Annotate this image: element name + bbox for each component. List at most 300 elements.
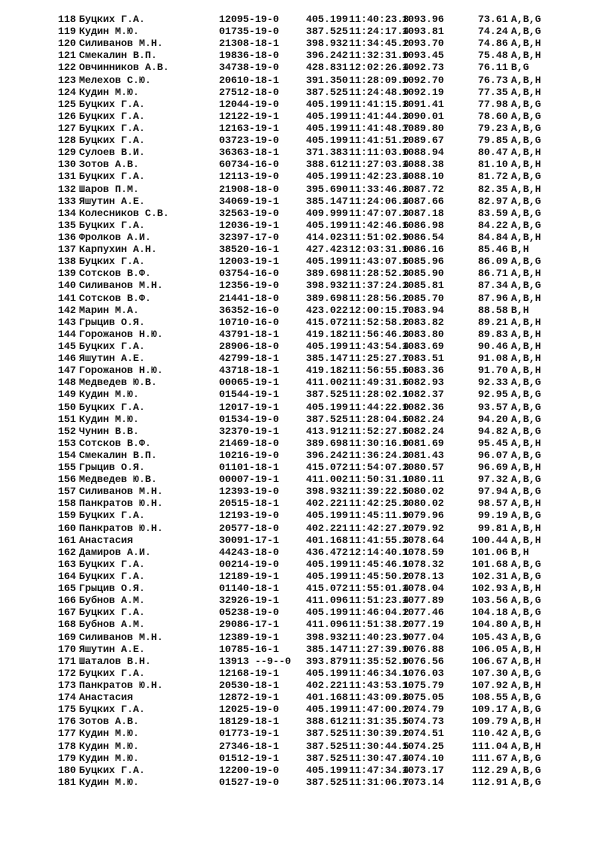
place-number: 159 [57,511,76,523]
coefficient: 105.43 [471,632,508,644]
participant-name: Грыцив О.Я. [79,584,146,596]
place-number: 151 [57,414,76,426]
place-number: 155 [57,463,76,475]
table-row [0,366,600,378]
arrival-time: 11:41:55.3 [349,535,410,547]
ring-id: 12095-19-0 [219,15,280,26]
distance: 402.221 [306,523,349,535]
participant-name: Яшутин А.Е. [79,354,146,366]
arrival-time: 11:34:45.2 [349,39,410,51]
distance: 385.147 [306,354,349,366]
group-codes: A,B,G [511,257,542,269]
coefficient: 96.07 [477,450,508,462]
place-number: 127 [57,123,76,135]
ring-id: 12025-19-0 [219,705,280,717]
table-row [0,596,600,608]
group-codes: A,B,G [511,753,542,765]
ring-id: 32370-19-1 [219,426,280,438]
place-number: 138 [57,257,76,269]
distance: 414.023 [306,232,349,244]
arrival-time: 12:00:15.7 [349,305,410,317]
place-number: 124 [57,87,76,99]
place-number: 126 [57,111,76,123]
coefficient: 97.94 [477,487,508,499]
distance: 409.999 [306,208,349,220]
table-row [0,427,600,439]
ring-id: 36363-18-1 [219,148,280,160]
coefficient: 98.57 [477,499,508,511]
table-row [0,439,600,451]
distance: 405.199 [306,257,349,269]
place-number: 121 [57,51,76,63]
group-codes: A,B,H [511,535,542,547]
ring-id: 10216-19-0 [219,450,280,462]
arrival-time: 11:28:04.6 [349,414,410,426]
arrival-time: 11:41:48.7 [349,123,410,135]
place-number: 152 [57,426,76,438]
coefficient: 81.72 [477,172,508,184]
speed: 1089.67 [402,136,445,148]
group-codes: A,B,G [511,27,542,39]
ring-id: 44243-18-0 [219,547,280,559]
distance: 387.525 [306,87,349,99]
ring-id: 38520-16-1 [219,245,280,257]
speed: 1079.96 [402,511,445,523]
table-row [0,729,600,741]
distance: 413.912 [306,426,349,438]
coefficient: 95.45 [477,438,508,450]
speed: 1080.11 [402,475,445,487]
ring-id: 00007-19-1 [219,475,280,487]
participant-name: Грыцив О.Я. [79,317,146,329]
place-number: 130 [57,160,76,172]
place-number: 161 [57,535,76,547]
place-number: 180 [57,765,76,777]
distance: 411.002 [306,378,349,390]
participant-name: Колесников С.В. [79,208,170,220]
participant-name: Грыцив О.Я. [79,463,146,475]
ring-id: 12872-19-1 [219,693,280,705]
distance: 387.525 [306,390,349,402]
group-codes: B,H [511,547,530,559]
participant-name: Панкратов Ю.Н. [79,499,164,511]
ring-id: 29086-17-1 [219,620,280,632]
coefficient: 74.86 [477,39,508,51]
place-number: 143 [57,317,76,329]
place-number: 173 [57,681,76,693]
arrival-time: 12:03:31.0 [349,245,410,257]
arrival-time: 11:43:09.8 [349,693,410,705]
coefficient: 102.31 [471,572,508,584]
group-codes: A,B,H [511,717,542,729]
table-row [0,51,600,63]
speed: 1076.03 [402,668,445,680]
speed: 1082.37 [402,390,445,402]
distance: 388.612 [306,717,349,729]
group-codes: A,B,G [511,511,542,523]
speed: 1086.98 [402,220,445,232]
place-number: 164 [57,572,76,584]
ring-id: 03754-16-0 [219,269,280,281]
speed: 1078.04 [402,584,445,596]
coefficient: 84.84 [477,232,508,244]
participant-name: Буцких Г.А. [79,608,146,620]
group-codes: A,B,H [511,620,542,632]
participant-name: Буцких Г.А. [79,559,146,571]
table-row [0,390,600,402]
speed: 1080.02 [402,499,445,511]
speed: 1083.36 [402,366,445,378]
speed: 1074.79 [402,705,445,717]
speed: 1077.04 [402,632,445,644]
participant-name: Буцких Г.А. [79,220,146,232]
arrival-time: 11:52:27.6 [349,426,410,438]
distance: 402.221 [306,499,349,511]
place-number: 174 [57,693,76,705]
coefficient: 106.67 [471,656,508,668]
distance: 391.350 [306,75,349,87]
participant-name: Овчинников А.В. [79,63,170,75]
arrival-time: 11:43:07.6 [349,257,410,269]
group-codes: A,B,G [511,765,542,777]
distance: 405.199 [306,220,349,232]
participant-name: Кудин М.Ю. [79,414,140,426]
group-codes: A,B,H [511,148,542,160]
ring-id: 42799-18-1 [219,354,280,366]
distance: 396.242 [306,51,349,63]
participant-name: Карпухин А.Н. [79,245,158,257]
coefficient: 112.29 [471,765,508,777]
coefficient: 76.73 [477,75,508,87]
table-row [0,306,600,318]
arrival-time: 11:51:38.2 [349,620,410,632]
participant-name: Буцких Г.А. [79,111,146,123]
table-row [0,499,600,511]
group-codes: A,B,G [511,378,542,390]
table-row [0,27,600,39]
group-codes: A,B,G [511,111,542,123]
distance: 398.932 [306,281,349,293]
arrival-time: 11:45:50.2 [349,572,410,584]
place-number: 157 [57,487,76,499]
participant-name: Дамиров А.И. [79,547,152,559]
table-row [0,124,600,136]
group-codes: A,B,G [511,99,542,111]
speed: 1083.51 [402,354,445,366]
arrival-time: 11:24:17.4 [349,27,410,39]
ring-id: 01512-19-1 [219,753,280,765]
distance: 405.199 [306,341,349,353]
distance: 387.525 [306,741,349,753]
distance: 405.199 [306,511,349,523]
group-codes: B,G [511,63,530,75]
place-number: 133 [57,196,76,208]
speed: 1081.69 [402,438,445,450]
coefficient: 111.04 [471,741,508,753]
distance: 398.932 [306,487,349,499]
participant-name: Панкратов Ю.Н. [79,523,164,535]
table-row [0,717,600,729]
speed: 1093.81 [402,27,445,39]
arrival-time: 11:46:34.1 [349,668,410,680]
distance: 415.072 [306,317,349,329]
ring-id: 00214-19-0 [219,559,280,571]
ring-id: 12168-19-1 [219,668,280,680]
group-codes: A,B,H [511,644,542,656]
participant-name: Буцких Г.А. [79,15,146,26]
ring-id: 20515-18-1 [219,499,280,511]
table-row [0,63,600,75]
participant-name: Медведев Ю.В. [79,378,158,390]
distance: 389.698 [306,438,349,450]
group-codes: A,B,G [511,596,542,608]
ring-id: 32397-17-0 [219,232,280,244]
group-codes: A,B,H [511,741,542,753]
participant-name: Буцких Г.А. [79,511,146,523]
distance: 387.525 [306,753,349,765]
speed: 1075.05 [402,693,445,705]
arrival-time: 11:42:27.2 [349,523,410,535]
distance: 411.096 [306,596,349,608]
coefficient: 78.60 [477,111,508,123]
ring-id: 36352-16-0 [219,305,280,317]
group-codes: A,B,H [511,463,542,475]
ring-id: 01735-19-0 [219,27,280,39]
place-number: 170 [57,644,76,656]
table-row [0,584,600,596]
group-codes: A,B,H [511,184,542,196]
group-codes: A,B,H [511,160,542,172]
ring-id: 01527-19-0 [219,777,280,789]
place-number: 140 [57,281,76,293]
participant-name: Буцких Г.А. [79,572,146,584]
coefficient: 87.96 [477,293,508,305]
participant-name: Горожанов Н.Ю. [79,366,164,378]
distance: 411.096 [306,620,349,632]
table-row [0,572,600,584]
arrival-time: 11:27:39.0 [349,644,410,656]
arrival-time: 11:50:31.1 [349,475,410,487]
participant-name: Анастасия [79,693,134,705]
distance: 389.698 [306,269,349,281]
participant-name: Кудин М.Ю. [79,27,140,39]
group-codes: A,B,G [511,220,542,232]
group-codes: A,B,G [511,777,542,789]
distance: 405.199 [306,172,349,184]
arrival-time: 11:31:06.7 [349,777,410,789]
speed: 1073.14 [402,777,445,789]
participant-name: Силиванов М.Н. [79,39,164,51]
ring-id: 05238-19-0 [219,608,280,620]
coefficient: 103.56 [471,596,508,608]
speed: 1080.57 [402,463,445,475]
table-row [0,76,600,88]
participant-name: Чунин В.В. [79,426,140,438]
arrival-time: 11:24:48.9 [349,87,410,99]
place-number: 181 [57,777,76,789]
table-row [0,233,600,245]
table-row [0,620,600,632]
speed: 1078.13 [402,572,445,584]
participant-name: Буцких Г.А. [79,136,146,148]
participant-name: Буцких Г.А. [79,705,146,717]
participant-name: Кудин М.Ю. [79,87,140,99]
ring-id: 12122-19-1 [219,111,280,123]
participant-name: Силиванов М.Н. [79,281,164,293]
table-row [0,463,600,475]
coefficient: 101.06 [471,547,508,559]
group-codes: A,B,H [511,317,542,329]
arrival-time: 11:35:52.0 [349,656,410,668]
distance: 405.199 [306,705,349,717]
arrival-time: 11:42:23.4 [349,172,410,184]
distance: 405.199 [306,99,349,111]
group-codes: A,B,G [511,632,542,644]
participant-name: Сотсков В.Ф. [79,438,152,450]
speed: 1083.94 [402,305,445,317]
arrival-time: 11:43:54.4 [349,341,410,353]
table-row [0,257,600,269]
speed: 1086.54 [402,232,445,244]
place-number: 139 [57,269,76,281]
place-number: 169 [57,632,76,644]
place-number: 166 [57,596,76,608]
arrival-time: 11:28:09.0 [349,75,410,87]
coefficient: 96.69 [477,463,508,475]
speed: 1083.80 [402,329,445,341]
distance: 405.199 [306,136,349,148]
distance: 405.199 [306,123,349,135]
speed: 1077.89 [402,596,445,608]
speed: 1083.69 [402,341,445,353]
place-number: 132 [57,184,76,196]
distance: 389.698 [306,293,349,305]
participant-name: Медведев Ю.В. [79,475,158,487]
distance: 405.199 [306,559,349,571]
table-row [0,330,600,342]
participant-name: Фролков А.И. [79,232,152,244]
participant-name: Буцких Г.А. [79,123,146,135]
table-row [0,693,600,705]
place-number: 147 [57,366,76,378]
table-row [0,88,600,100]
speed: 1082.24 [402,414,445,426]
coefficient: 86.09 [477,257,508,269]
place-number: 146 [57,354,76,366]
ring-id: 27346-18-1 [219,741,280,753]
place-number: 163 [57,559,76,571]
group-codes: A,B,H [511,681,542,693]
group-codes: A,B,H [511,75,542,87]
arrival-time: 11:45:46.1 [349,559,410,571]
participant-name: Яшутин А.Е. [79,196,146,208]
ring-id: 12200-19-0 [219,765,280,777]
coefficient: 99.19 [477,511,508,523]
group-codes: A,B,G [511,123,542,135]
participant-name: Буцких Г.А. [79,257,146,269]
coefficient: 76.11 [477,63,508,75]
coefficient: 99.81 [477,523,508,535]
place-number: 118 [57,15,76,26]
ring-id: 03723-19-0 [219,136,280,148]
distance: 385.147 [306,196,349,208]
distance: 405.199 [306,572,349,584]
table-row [0,39,600,51]
arrival-time: 11:36:24.3 [349,450,410,462]
ring-id: 12003-19-1 [219,257,280,269]
table-row [0,645,600,657]
distance: 405.199 [306,402,349,414]
coefficient: 100.44 [471,535,508,547]
speed: 1076.56 [402,656,445,668]
coefficient: 106.05 [471,644,508,656]
coefficient: 110.42 [471,729,508,741]
speed: 1074.10 [402,753,445,765]
group-codes: A,B,G [511,668,542,680]
participant-name: Буцких Г.А. [79,668,146,680]
group-codes: A,B,G [511,390,542,402]
ring-id: 27512-18-0 [219,87,280,99]
place-number: 136 [57,232,76,244]
participant-name: Шаров П.М. [79,184,140,196]
arrival-time: 11:37:24.3 [349,281,410,293]
group-codes: A,B,G [511,136,542,148]
speed: 1087.18 [402,208,445,220]
coefficient: 93.57 [477,402,508,414]
table-row [0,136,600,148]
participant-name: Панкратов Ю.Н. [79,681,164,693]
coefficient: 107.92 [471,681,508,693]
table-row [0,633,600,645]
table-row [0,766,600,778]
participant-name: Буцких Г.А. [79,172,146,184]
arrival-time: 11:56:46.3 [349,329,410,341]
speed: 1082.36 [402,402,445,414]
ring-id: 21441-18-0 [219,293,280,305]
group-codes: A,B,G [511,402,542,414]
arrival-time: 11:41:44.3 [349,111,410,123]
ring-id: 43791-18-1 [219,329,280,341]
arrival-time: 11:44:22.0 [349,402,410,414]
distance: 387.525 [306,729,349,741]
table-row [0,524,600,536]
table-row [0,172,600,184]
participant-name: Шаталов В.Н. [79,656,152,668]
arrival-time: 11:52:58.2 [349,317,410,329]
ring-id: 01140-18-1 [219,584,280,596]
distance: 398.932 [306,39,349,51]
coefficient: 92.95 [477,390,508,402]
group-codes: A,B,G [511,572,542,584]
distance: 415.072 [306,584,349,596]
distance: 387.525 [306,414,349,426]
place-number: 148 [57,378,76,390]
participant-name: Силиванов М.Н. [79,632,164,644]
ring-id: 34069-19-1 [219,196,280,208]
participant-name: Зотов А.В. [79,160,140,172]
place-number: 154 [57,450,76,462]
group-codes: A,B,H [511,438,542,450]
place-number: 156 [57,475,76,487]
ring-id: 20530-18-1 [219,681,280,693]
speed: 1088.94 [402,148,445,160]
table-row [0,560,600,572]
group-codes: A,B,H [511,293,542,305]
ring-id: 32926-19-1 [219,596,280,608]
ring-id: 10710-16-0 [219,317,280,329]
place-number: 122 [57,63,76,75]
group-codes: A,B,H [511,329,542,341]
